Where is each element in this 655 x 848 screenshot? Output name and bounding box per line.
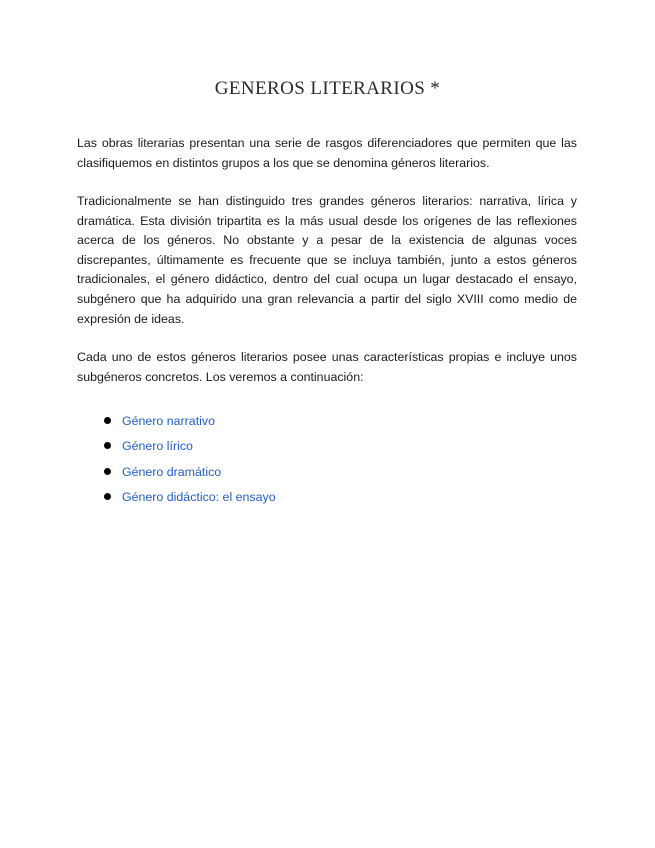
list-item	[104, 462, 276, 487]
bullet-icon	[104, 417, 111, 424]
list-item	[104, 436, 276, 461]
bullet-icon	[104, 493, 111, 500]
link-genero-didactico[interactable]: Género didáctico: el ensayo	[122, 490, 276, 505]
bullet-icon	[104, 468, 111, 475]
link-genero-dramatico[interactable]: Género dramático	[122, 464, 222, 479]
genres-paragraph: Tradicionalmente se han distinguido tres grandes géneros literarios: narrativa, lírica y dramática. Esta división tripartita es la más usual desde los orígenes de las reflexiones acerca de los géneros. No obstante y a pesar de la existencia de algunas voces discrepantes, últimamente es frecuente que se incluya también, junto a estos géneros tradicionales, el género didáctico, dentro del cual ocupa un lugar destacado el ensayo, subgénero que ha adquirido una gran relevancia a partir del siglo XVIII como medio de expresión de ideas.	[77, 194, 577, 326]
list-item	[104, 487, 276, 512]
genre-link-list	[104, 411, 276, 513]
list-item	[104, 411, 276, 436]
bullet-icon	[104, 442, 111, 449]
intro-paragraph: Las obras literarias presentan una serie de rasgos diferenciadores que permiten que las clasifiquemos en distintos grupos a los que se denomina géneros literarios.	[77, 136, 577, 170]
page-title: GENEROS LITERARIOS *	[214, 78, 441, 99]
link-genero-narrativo[interactable]: Género narrativo	[122, 414, 215, 428]
link-genero-lirico[interactable]: Género lírico	[122, 439, 193, 454]
summary-paragraph: Cada uno de estos géneros literarios posee unas características propias e incluye unos subgéneros concretos. Los veremos a continuación:	[77, 350, 577, 384]
